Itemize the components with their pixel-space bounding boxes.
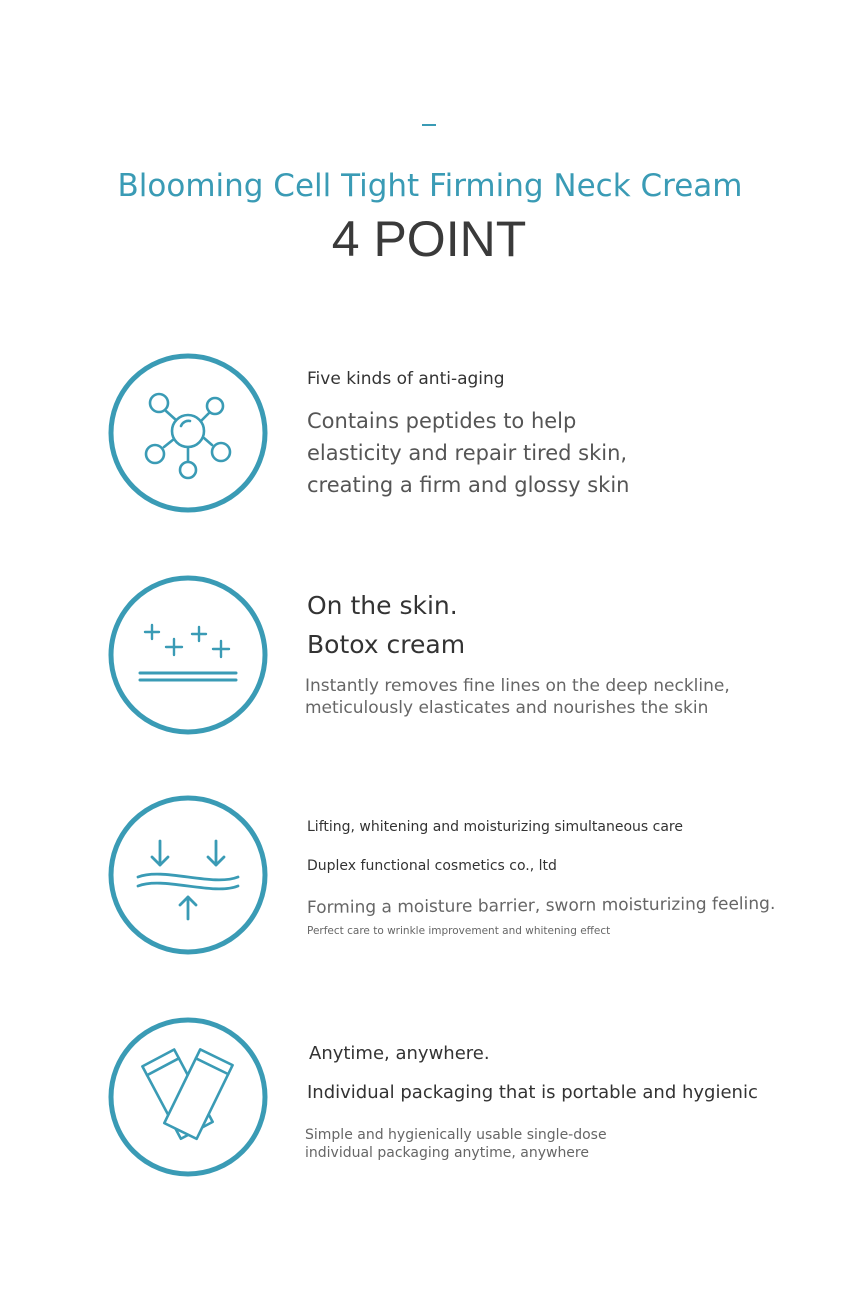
point-3-body: Forming a moisture barrier, sworn moisturizing feeling. [306,893,776,918]
sparkle-skin-icon [108,575,268,735]
point-4-body-line-2: individual packaging anytime, anywhere [305,1145,589,1161]
point-1-heading: Five kinds of anti-aging [307,369,505,389]
point-3-subheading: Duplex functional cosmetics co., ltd [307,858,557,874]
point-2-body-line-2: meticulously elasticates and nourishes the skin [305,698,709,718]
point-1-body-line-1: Contains peptides to help [307,409,577,433]
decorative-dash [422,124,436,126]
page-title: 4 POINT [331,211,527,267]
point-1-body-line-3: creating a firm and glossy skin [307,473,630,497]
point-4-heading: Anytime, anywhere. [309,1043,490,1064]
point-4-body-line-1: Simple and hygienically usable single-dose [305,1127,607,1143]
point-2-heading-line-2: Botox cream [307,630,466,659]
point-1-body-line-2: elasticity and repair tired skin, [307,441,628,465]
product-name: Blooming Cell Tight Firming Neck Cream [117,168,743,204]
moisture-barrier-icon [108,795,268,955]
point-4-subheading: Individual packaging that is portable and hygienic [307,1082,758,1103]
point-2-body-line-1: Instantly removes fine lines on the deep neckline, [305,676,730,696]
point-3-note: Perfect care to wrinkle improvement and whitening effect [307,925,611,937]
point-2-heading-line-1: On the skin. [307,591,458,620]
point-3-heading: Lifting, whitening and moisturizing simultaneous care [307,819,683,835]
single-dose-packets-icon [108,1017,268,1177]
molecule-icon [108,353,268,513]
